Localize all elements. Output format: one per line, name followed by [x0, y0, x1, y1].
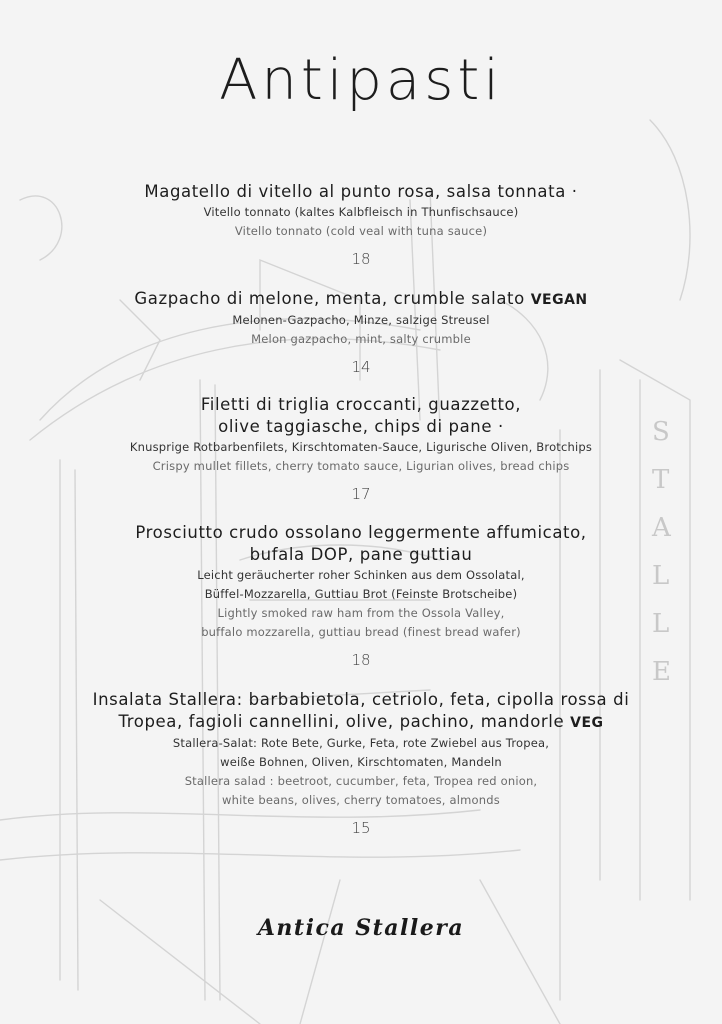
dish-price: 14: [351, 358, 371, 376]
dish-description-de: weiße Bohnen, Oliven, Kirschtomaten, Mandeln: [220, 755, 502, 769]
svg-text:L: L: [652, 561, 670, 591]
dish-description-de: Leicht geräucherter roher Schinken aus dem Ossolatal,: [197, 568, 525, 582]
dish-name-line: [20, 711, 702, 734]
dish-name: olive taggiasche, chips di pane ·: [218, 417, 504, 436]
dish-description-de: Stallera-Salat: Rote Bete, Gurke, Feta, rote Zwiebel aus Tropea,: [172, 736, 550, 750]
dish-description-en: Lightly smoked raw ham from the Ossola Valley,: [217, 606, 505, 620]
dish-name: Gazpacho di melone, menta, crumble salato: [134, 289, 525, 308]
menu-item: [40, 181, 682, 269]
dish-price: 18: [351, 651, 371, 669]
dish-price: 18: [351, 250, 371, 268]
veg-tag: VEG: [570, 715, 604, 731]
dish-description-en: Stallera salad : beetroot, cucumber, feta, Tropea red onion,: [184, 774, 538, 788]
dish-description-en: Vitello tonnato (cold veal with tuna sauce): [234, 224, 488, 238]
dish-description-en: Melon gazpacho, mint, salty crumble: [251, 332, 471, 346]
dish-description-de: Knusprige Rotbarbenfilets, Kirschtomaten-Sauce, Ligurische Oliven, Brotchips: [129, 440, 593, 454]
dish-description-en: Crispy mullet fillets, cherry tomato sauce, Ligurian olives, bread chips: [152, 459, 570, 473]
dish-description-en: white beans, olives, cherry tomatoes, almonds: [222, 793, 500, 807]
dish-name: Prosciutto crudo ossolano leggermente affumicato,: [135, 523, 587, 542]
dish-price: 15: [351, 819, 371, 837]
dish-name: Filetti di triglia croccanti, guazzetto,: [200, 395, 522, 414]
svg-text:S: S: [652, 417, 670, 447]
svg-text:L: L: [652, 609, 670, 639]
dish-description-de: Vitello tonnato (kaltes Kalbfleisch in Thunfischsauce): [203, 205, 519, 219]
svg-text:A: A: [652, 513, 671, 543]
dish-name: Insalata Stallera: barbabietola, cetriolo, feta, cipolla rossa di: [92, 690, 630, 709]
dish-name-line: [40, 288, 682, 311]
dish-name: Magatello di vitello al punto rosa, salsa tonnata ·: [144, 182, 578, 201]
dish-description-en: buffalo mozzarella, guttiau bread (finest bread wafer): [201, 625, 521, 639]
menu-item: [40, 394, 682, 504]
vegan-tag: VEGAN: [530, 292, 588, 308]
svg-text:E: E: [652, 657, 671, 687]
menu-item: [40, 522, 682, 670]
dish-description-de: Büffel-Mozzarella, Guttiau Brot (Feinste Brotscheibe): [204, 587, 518, 601]
dish-name: Tropea, fagioli cannellini, olive, pachino, mandorle: [118, 712, 565, 731]
dish-name: bufala DOP, pane guttiau: [249, 545, 473, 564]
menu-item: [20, 689, 702, 838]
svg-text:T: T: [652, 465, 670, 495]
dish-description-de: Melonen-Gazpacho, Minze, salzige Streusel: [232, 313, 490, 327]
dish-price: 17: [351, 485, 371, 503]
page-title: Antipasti: [219, 48, 503, 113]
restaurant-logo: Antica Stallera: [257, 915, 465, 941]
menu-item: [40, 288, 682, 377]
